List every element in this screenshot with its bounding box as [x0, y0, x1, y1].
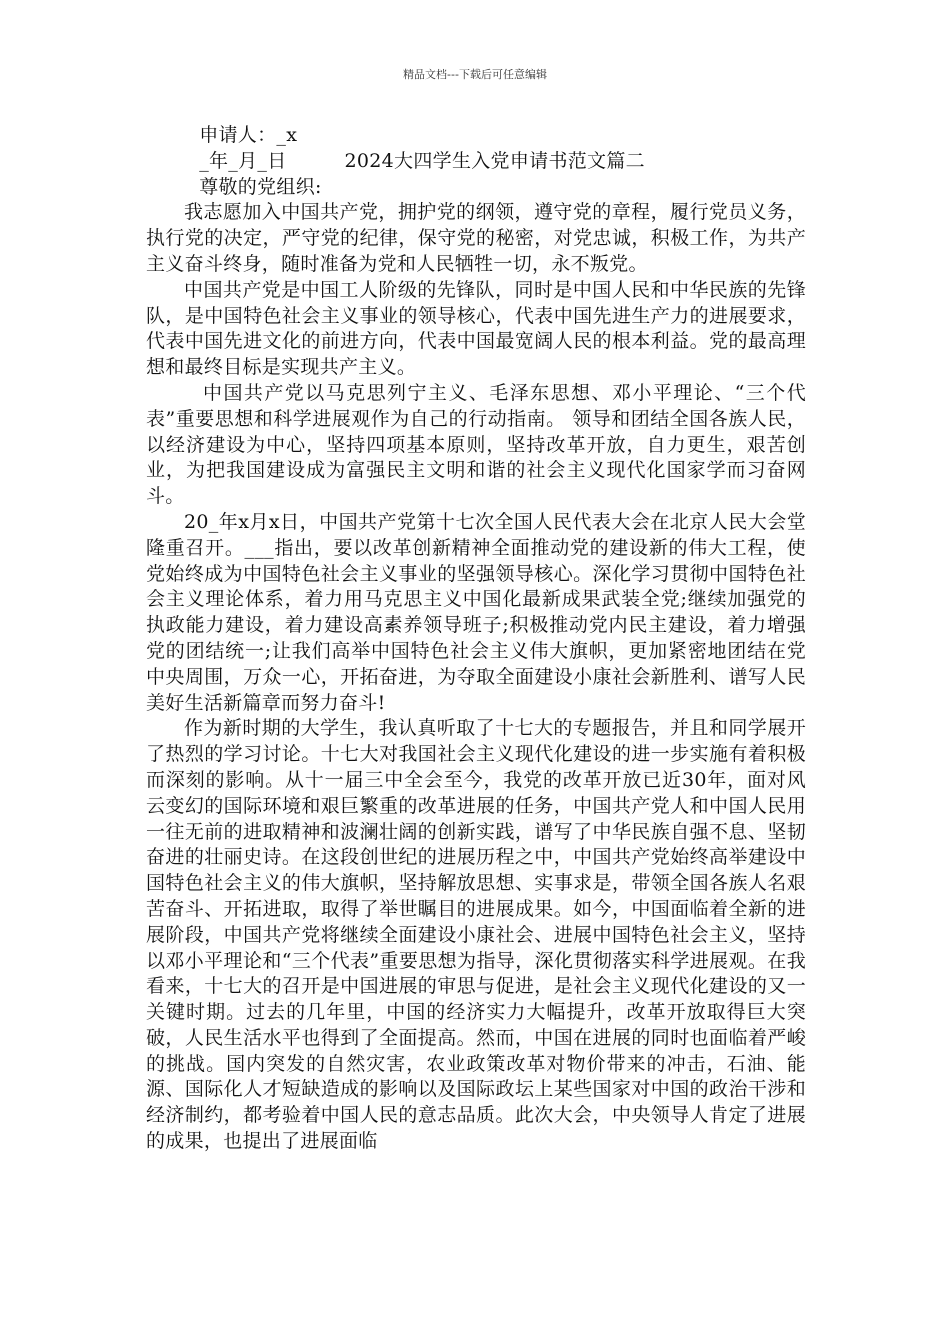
- document-title: 2024大四学生入党申请书范文篇二: [344, 149, 645, 172]
- applicant-line: 申请人：_x: [199, 124, 298, 146]
- date-title-line: [146, 149, 806, 175]
- salutation: 尊敬的党组织:: [199, 175, 322, 198]
- paragraph-2: 中国共产党是中国工人阶级的先锋队，同时是中国人民和中华民族的先锋队，是中国特色社会主义事业的领导核心，代表中国先进生产力的进展要求，代表中国先进文化的前进方向，代表中国最宽阔人民的根本利益。党的最高理想和最终目标是实现共产主义。: [146, 278, 806, 379]
- document-body: [146, 123, 806, 1155]
- paragraph-4: 20_年x月x日，中国共产党第十七次全国人民代表大会在北京人民大会堂隆重召开。___指出，要以改革创新精神全面推动党的建设新的伟大工程，使党始终成为中国特色社会主义事业的坚强领导核心。深化学习贯彻中国特色社会主义理论体系，着力用马克思主义中国化最新成果武装全党;继续加强党的执政能力建设，着力建设高素养领导班子;积极推动党内民主建设，着力增强党的团结统一;让我们高举中国特色社会主义伟大旗帜，更加紧密地团结在党中央周围，万众一心，开拓奋进，为夺取全面建设小康社会新胜利、谱写人民美好生活新篇章而努力奋斗!: [146, 510, 806, 714]
- page-header-note: 精品文档---下载后可任意编辑: [403, 68, 547, 81]
- paragraph-1: 我志愿加入中国共产党，拥护党的纲领，遵守党的章程，履行党员义务，执行党的决定，严守党的纪律，保守党的秘密，对党忠诚，积极工作，为共产主义奋斗终身，随时准备为党和人民牺牲一切，永不叛党。: [146, 201, 806, 275]
- date-line: _年_月_日: [199, 149, 287, 172]
- paragraph-5: 作为新时期的大学生，我认真听取了十七大的专题报告，并且和同学展开了热烈的学习讨论。十七大对我国社会主义现代化建设的进一步实施有着积极而深刻的影响。从十一届三中全会至今，我党的改革开放已近30年，面对风云变幻的国际环境和艰巨繁重的改革进展的任务，中国共产党人和中国人民用一往无前的进取精神和波澜壮阔的创新实践，谱写了中华民族自强不息、坚韧奋进的壮丽史诗。在这段创世纪的进展历程之中，中国共产党始终高举建设中国特色社会主义的伟大旗帜，坚持解放思想、实事求是，带领全国各族人名艰苦奋斗、开拓进取，取得了举世瞩目的进展成果。如今，中国面临着全新的进展阶段，中国共产党将继续全面建设小康社会、进展中国特色社会主义，坚持以邓小平理论和“三个代表”重要思想为指导，深化贯彻落实科学进展观。在我看来，十七大的召开是中国进展的审思与促进，是社会主义现代化建设的又一关键时期。过去的几年里，中国的经济实力大幅提升，改革开放取得巨大突破，人民生活水平也得到了全面提高。然而，中国在进展的同时也面临着严峻的挑战。国内突发的自然灾害，农业政策改革对物价带来的冲击，石油、能源、国际化人才短缺造成的影响以及国际政坛上某些国家对中国的政治干涉和经济制约，都考验着中国人民的意志品质。此次大会，中央领导人肯定了进展的成果，也提出了进展面临: [146, 717, 806, 1153]
- paragraph-3: 中国共产党以马克思列宁主义、毛泽东思想、邓小平理论、“三个代表”重要思想和科学进展观作为自己的行动指南。 领导和团结全国各族人民，以经济建设为中心，坚持四项基本原则，坚持改革开放，自力更生，艰苦创业，为把我国建设成为富强民主文明和谐的社会主义现代化国家学而习奋网斗。: [146, 381, 806, 508]
